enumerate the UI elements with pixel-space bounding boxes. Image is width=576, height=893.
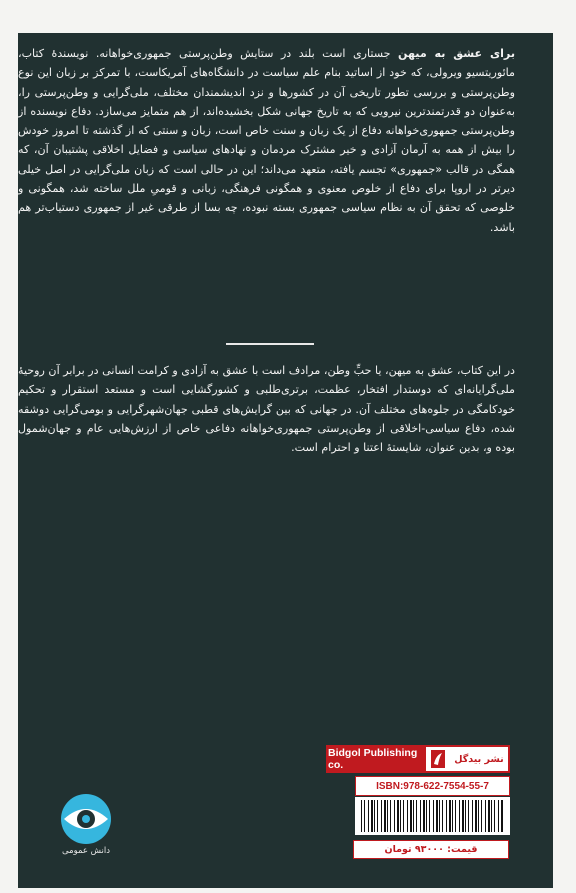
barcode-bar [439,800,440,832]
barcode-bar [488,800,490,832]
barcode-bar [485,800,486,832]
blurb-text-1: جستاری است بلند در ستایش وطن‌پرستی جمهوری‌خواهانه. نویسندهٔ کتاب، مائوریتسیو ویرولی، که خود از اساتید بنام علم سیاست در دانشگاه‌های آمریکاست، با تمرکز بر زبان این نوع وطن‌پرستی و بررسی تطور تاریخی آن در کشورها و نزد اندیشمندان مختلف، ملی‌گرایی و وطن‌پرستی را، به‌عنوان دو قدرتمندترین نیرویی که به تاریخ جهانی شکل بخشیده‌اند، از هم متمایز می‌سازد. دفاع نویسنده از وطن‌پرستی جمهوری‌خواهانه دفاع از یک زبان و سنت خاص است، زبان و سنتی که از گذشته تا امروز خودش را بیش از همه به آرمان آزادی و خیر مشترک مردمان و نهادهای سیاسی و فضایل اخلاقی پشتیبان آن، که همگی در قالب «جمهوری» تجسم یافته، متعهد می‌داند؛ این در حالی است که زبان ملی‌گرایی در اصل خیلی دیرتر در اروپا برای دفاع از خلوص معنوی و همگونی فرهنگی، زبانی و قومیِ ملل ساخته شد، همگونی و خلوصی که تحقق آن به نظام سیاسی جمهوری بسته نبوده، چه بسا از طرقی غیر از جمهوری دستیاب‌تر هم باشد. [18,47,515,234]
barcode-bar [364,800,365,832]
barcode-bar [413,800,414,832]
barcode-bar [390,800,391,832]
barcode-bar [498,800,499,832]
barcode [355,797,510,835]
barcode-bar [381,800,382,832]
barcode-bar [387,800,388,832]
barcode-bar [420,800,421,832]
publisher-name-en: Bidgol Publishing co. [328,747,426,771]
barcode-bar [462,800,464,832]
barcode-bar [423,800,425,832]
barcode-bar [361,800,362,832]
series-logo-eye-icon [60,793,112,845]
publisher-name-fa: نشر بیدگل [454,753,504,765]
barcode-bar [407,800,408,832]
barcode-bar [465,800,466,832]
barcode-bar [491,800,492,832]
barcode-bar [501,800,503,832]
barcode-bar [472,800,473,832]
barcode-bar [426,800,427,832]
barcode-bar [459,800,460,832]
book-title-lead: برای عشق به میهن [397,47,516,60]
series-label: دانش عمومی [61,846,111,856]
divider-line [226,343,314,345]
barcode-bar [452,800,453,832]
barcode-bar [481,800,482,832]
barcode-bar [433,800,434,832]
barcode-bar [368,800,369,832]
barcode-bar [478,800,479,832]
barcode-bar [429,800,430,832]
blurb-paragraph-2: در این کتاب، عشق به میهن، یا حبِّ وطن، مرادف است با عشق به آزادی و کرامت انسانی در برابر آن روحیهٔ ملی‌گرایانه‌ای که دوستدار افتخار، عظمت، برتری‌طلبی و کشورگشایی است و مستعد استقرار و تحکیم خودکامگی در جلوه‌های مختلف آن. در جهانی که بین گرایش‌های قطبی جهان‌شهرگرایی و بومی‌گرایی دوشقه شده، دفاع سیاسی-اخلاقی از وطن‌پرستی جمهوری‌خواهانه دفاعی خاص از ارزش‌هایی عام و جهان‌شمول بوده و، بدین عنوان، شایستهٔ اعتنا و احترام است. [18,364,515,455]
barcode-bar [403,800,404,832]
barcode-bar [455,800,456,832]
publisher-strip [326,745,510,773]
blurb-paragraph-1 [18,44,515,237]
barcode-bar [449,800,451,832]
barcode-bar [494,800,495,832]
barcode-bar [377,800,378,832]
barcode-bar [397,800,399,832]
barcode-bar [384,800,386,832]
barcode-bar [410,800,412,832]
barcode-bar [475,800,477,832]
price-label: قیمت: ۹۳۰۰۰ تومان [353,840,509,859]
barcode-bar [371,800,373,832]
barcode-bar [468,800,469,832]
barcode-bar [442,800,443,832]
barcode-bar [416,800,417,832]
barcode-bar [436,800,438,832]
isbn-label: ISBN:978-622-7554-55-7 [355,776,510,796]
barcode-bar [446,800,447,832]
publisher-logo-icon [426,747,450,771]
barcode-bar [394,800,395,832]
barcode-bar [400,800,401,832]
barcode-bar [374,800,375,832]
